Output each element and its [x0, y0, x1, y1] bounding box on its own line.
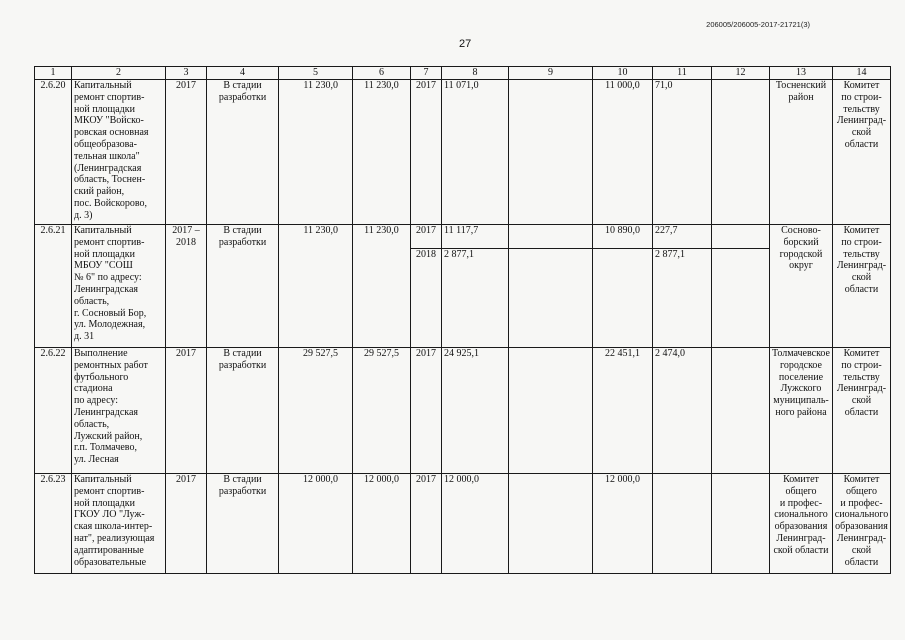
column-header: 9 — [509, 67, 593, 80]
total-cost: 11 230,0 — [353, 80, 411, 225]
total-financing: 2 877,1 — [442, 249, 509, 348]
local-budget: 227,7 — [653, 225, 712, 249]
project-stage: В стадии разработки — [207, 225, 279, 348]
column-header: 1 — [35, 67, 72, 80]
column-header: 3 — [166, 67, 207, 80]
total-financing: 24 925,1 — [442, 348, 509, 474]
other-sources — [712, 225, 770, 249]
table-row — [35, 348, 891, 474]
financing-year: 2017 — [411, 225, 442, 249]
column-header: 13 — [770, 67, 833, 80]
row-code: 2.6.20 — [35, 80, 72, 225]
responsible-executor: Комитет общего и профес- сионального образования Ленинград- ской области — [833, 474, 891, 574]
implementation-years: 2017 — [166, 80, 207, 225]
federal-budget — [509, 348, 593, 474]
row-code: 2.6.21 — [35, 225, 72, 348]
column-header: 12 — [712, 67, 770, 80]
column-header: 7 — [411, 67, 442, 80]
responsible-executor: Комитет по строи- тельству Ленинград- ской области — [833, 225, 891, 348]
implementation-years: 2017 – 2018 — [166, 225, 207, 348]
other-sources — [712, 348, 770, 474]
column-header: 11 — [653, 67, 712, 80]
federal-budget — [509, 225, 593, 249]
estimated-cost: 11 230,0 — [279, 80, 353, 225]
column-header: 4 — [207, 67, 279, 80]
local-budget: 2 474,0 — [653, 348, 712, 474]
implementation-years: 2017 — [166, 348, 207, 474]
column-header: 10 — [593, 67, 653, 80]
financing-year: 2018 — [411, 249, 442, 348]
object-name: Капитальный ремонт спортив- ной площадки МБОУ "СОШ № 6" по адресу: Ленинградская область, г. Сосновый Бор, ул. Молодежная, д. 31 — [72, 225, 166, 348]
table-row — [35, 474, 891, 574]
other-sources — [712, 249, 770, 348]
other-sources — [712, 80, 770, 225]
total-financing: 11 071,0 — [442, 80, 509, 225]
column-header: 5 — [279, 67, 353, 80]
column-header: 2 — [72, 67, 166, 80]
financing-year: 2017 — [411, 80, 442, 225]
regional-budget: 10 890,0 — [593, 225, 653, 249]
responsible-executor: Комитет по строи- тельству Ленинград- ской области — [833, 80, 891, 225]
local-budget: 71,0 — [653, 80, 712, 225]
municipality: Сосново- борский городской округ — [770, 225, 833, 348]
total-financing: 11 117,7 — [442, 225, 509, 249]
regional-budget — [593, 249, 653, 348]
column-header: 14 — [833, 67, 891, 80]
regional-budget: 22 451,1 — [593, 348, 653, 474]
total-cost: 12 000,0 — [353, 474, 411, 574]
row-code: 2.6.23 — [35, 474, 72, 574]
estimated-cost: 12 000,0 — [279, 474, 353, 574]
responsible-executor: Комитет по строи- тельству Ленинград- ской области — [833, 348, 891, 474]
column-header: 6 — [353, 67, 411, 80]
column-header: 8 — [442, 67, 509, 80]
federal-budget — [509, 80, 593, 225]
table-row — [35, 80, 891, 225]
project-stage: В стадии разработки — [207, 474, 279, 574]
municipality: Толмачевское городское поселение Лужского муниципаль- ного района — [770, 348, 833, 474]
estimated-cost: 11 230,0 — [279, 225, 353, 348]
object-name: Капитальный ремонт спортив- ной площадки ГКОУ ЛО "Луж- ская школа-интер- нат", реализующая адаптированные образовательные — [72, 474, 166, 574]
table-row — [35, 225, 891, 249]
local-budget: 2 877,1 — [653, 249, 712, 348]
federal-budget — [509, 474, 593, 574]
municipality: Тосненский район — [770, 80, 833, 225]
implementation-years: 2017 — [166, 474, 207, 574]
other-sources — [712, 474, 770, 574]
page-number: 27 — [459, 38, 472, 50]
document-code: 206005/206005-2017-21721(3) — [706, 20, 810, 29]
total-financing: 12 000,0 — [442, 474, 509, 574]
estimated-cost: 29 527,5 — [279, 348, 353, 474]
project-stage: В стадии разработки — [207, 80, 279, 225]
regional-budget: 12 000,0 — [593, 474, 653, 574]
total-cost: 11 230,0 — [353, 225, 411, 348]
local-budget — [653, 474, 712, 574]
object-name: Выполнение ремонтных работ футбольного стадиона по адресу: Ленинградская область, Лужский район, г.п. Толмачево, ул. Лесная — [72, 348, 166, 474]
financing-year: 2017 — [411, 474, 442, 574]
financing-year: 2017 — [411, 348, 442, 474]
municipality: Комитет общего и профес- сионального образования Ленинград- ской области — [770, 474, 833, 574]
project-stage: В стадии разработки — [207, 348, 279, 474]
federal-budget — [509, 249, 593, 348]
projects-table — [34, 66, 891, 574]
row-code: 2.6.22 — [35, 348, 72, 474]
total-cost: 29 527,5 — [353, 348, 411, 474]
column-number-row — [35, 67, 891, 80]
regional-budget: 11 000,0 — [593, 80, 653, 225]
object-name: Капитальный ремонт спортив- ной площадки МКОУ "Войско- ровская основная общеобразова- тельная школа" (Ленинградская область, Тоснен- ский район, пос. Войскорово, д. 3) — [72, 80, 166, 225]
